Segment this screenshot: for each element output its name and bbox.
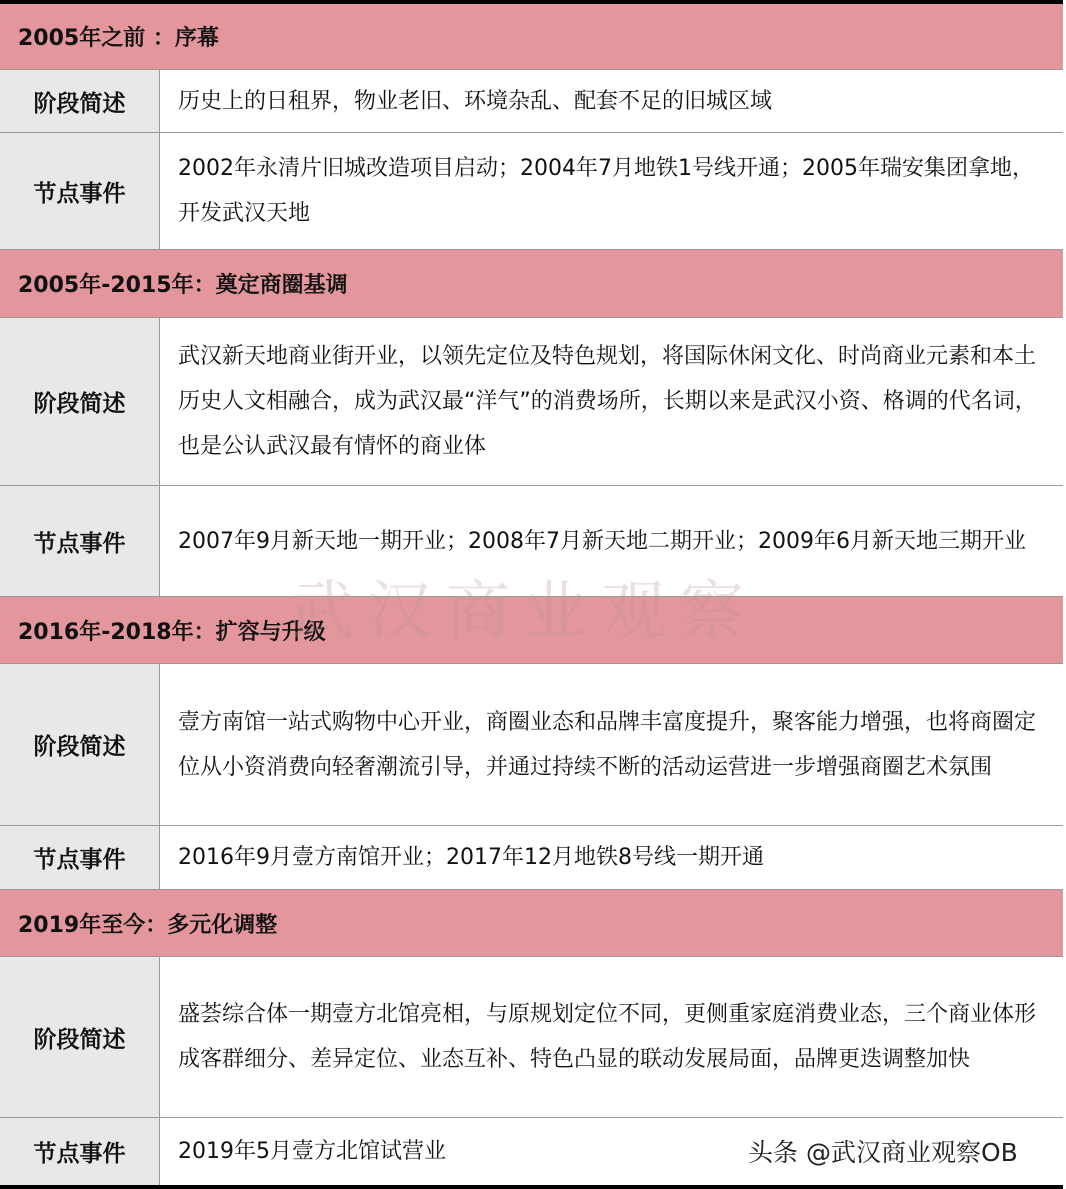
row-label: 阶段简述 (0, 318, 160, 485)
row-label: 节点事件 (0, 133, 160, 249)
row-value: 2002年永清片旧城改造项目启动；2004年7月地铁1号线开通；2005年瑞安集团拿地，开发武汉天地 (178, 156, 1034, 226)
table-row (0, 486, 1063, 597)
row-label: 阶段简述 (0, 957, 160, 1117)
row-label: 节点事件 (0, 1118, 160, 1185)
row-value: 2016年9月壹方南馆开业；2017年12月地铁8号线一期开通 (178, 845, 764, 870)
section-header: 2005年之前 ：序幕 (0, 4, 1063, 70)
table-row (0, 957, 1063, 1118)
row-label: 阶段简述 (0, 70, 160, 132)
row-label: 阶段简述 (0, 664, 160, 825)
table-row (0, 1118, 1063, 1185)
row-value: 2019年5月壹方北馆试营业 (178, 1139, 446, 1164)
section-header: 2005年-2015年：奠定商圈基调 (0, 250, 1063, 318)
table-row (0, 70, 1063, 133)
row-label: 节点事件 (0, 826, 160, 889)
row-value: 2007年9月新天地一期开业；2008年7月新天地二期开业；2009年6月新天地三期开业 (178, 528, 1026, 554)
table-row (0, 133, 1063, 250)
source-credit: 头条 @武汉商业观察OB (748, 1138, 1018, 1167)
row-value: 盛荟综合体一期壹方北馆亮相，与原规划定位不同，更侧重家庭消费业态，三个商业体形成客群细分、差异定位、业态互补、特色凸显的联动发展局面，品牌更迭调整加快 (178, 1002, 1037, 1072)
section-header: 2019年至今：多元化调整 (0, 890, 1063, 957)
watermark: 武汉商业观察 (290, 575, 758, 649)
table-row (0, 664, 1063, 826)
row-value: 壹方南馆一站式购物中心开业，商圈业态和品牌丰富度提升，聚客能力增强，也将商圈定位从小资消费向轻奢潮流引导，并通过持续不断的活动运营进一步增强商圈艺术氛围 (178, 709, 1037, 780)
row-label: 节点事件 (0, 486, 160, 596)
table-row (0, 318, 1063, 486)
table-row (0, 826, 1063, 890)
section-header: 2016年-2018年：扩容与升级 (0, 597, 1063, 664)
row-value: 武汉新天地商业街开业，以领先定位及特色规划，将国际休闲文化、时尚商业元素和本土历史人文相融合，成为武汉最“洋气”的消费场所，长期以来是武汉小资、格调的代名词，也是公认武汉最有情怀的商业体 (178, 344, 1037, 459)
row-value: 历史上的日租界，物业老旧、环境杂乱、配套不足的旧城区域 (178, 88, 773, 114)
